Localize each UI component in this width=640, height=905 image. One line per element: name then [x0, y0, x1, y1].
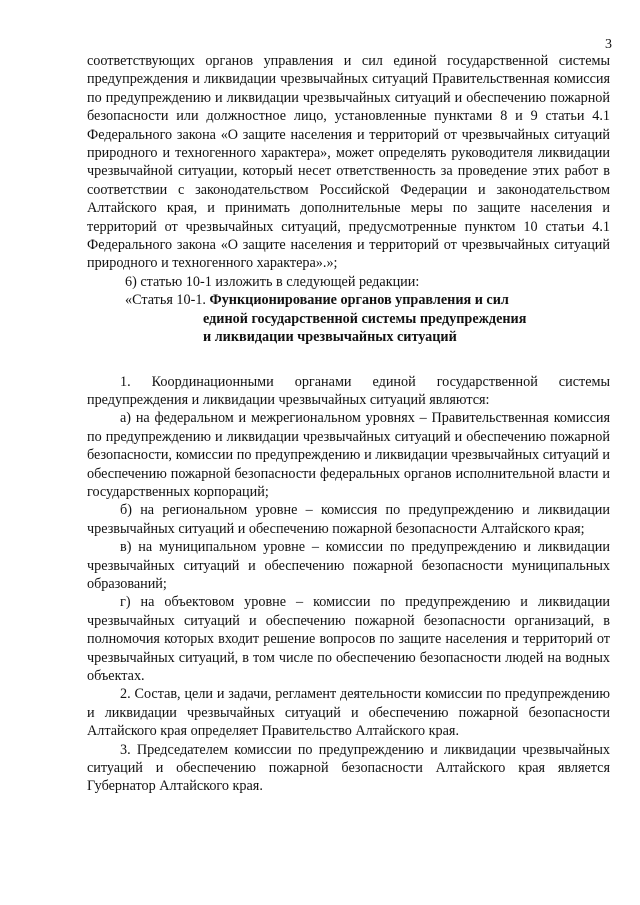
article-heading [87, 291, 610, 346]
paragraph-item-1d: г) на объектовом уровне – комиссии по предупреждению и ликвидации чрезвычайных ситуаций и обеспечению пожарной безопасности организаций, в полномочия которых входит решение вопросов по защите населения и территорий от чрезвычайных ситуаций, в том числе по обеспечению безопасности людей на водных объектах. [87, 594, 610, 684]
paragraph-item-1a: а) на федеральном и межрегиональном уровнях – Правительственная комиссия по предупреждению и ликвидации чрезвычайных ситуаций и обеспечению пожарной безопасности, комиссии по предупреждению и ликвидации чрезвычайных ситуаций и обеспечению пожарной безопасности федеральных органов исполнительной власти и государственных корпораций; [87, 410, 610, 500]
article-heading-lead: «Статья 10-1. [125, 292, 210, 309]
paragraph-item-1c: в) на муниципальном уровне – комиссии по предупреждению и ликвидации чрезвычайных ситуаций и обеспечению пожарной безопасности муниципальных образований; [87, 539, 610, 592]
paragraph-item-2: 2. Состав, цели и задачи, регламент деятельности комиссии по предупреждению и ликвидации чрезвычайных ситуаций и обеспечению пожарной безопасности Алтайского края определяет Правительство Алтайского края. [87, 686, 610, 740]
article-heading-title-1: Функционирование органов управления и сил [209, 292, 509, 309]
article-heading-title-2: единой государственной системы предупреждения [203, 310, 527, 327]
document-body [87, 52, 610, 796]
paragraph-item-1: 1. Координационными органами единой государственной системы предупреждения и ликвидации чрезвычайных ситуаций являются: [87, 373, 610, 408]
paragraph-item-1b: б) на региональном уровне – комиссия по предупреждению и ликвидации чрезвычайных ситуаций и обеспечению пожарной безопасности Алтайского края; [87, 502, 610, 537]
paragraph-continuation: соответствующих органов управления и сил единой государственной системы предупреждения и ликвидации чрезвычайных ситуаций Правительственная комиссия по предупреждению и ликвидации чрезвычайных ситуаций и обеспечению пожарной безопасности или должностное лицо, установленные пунктами 8 и 9 статьи 4.1 Федерального закона «О защите населения и территорий от чрезвычайных ситуаций природного и техногенного характера», может определять руководителя ликвидации чрезвычайной ситуации, который несет ответственность за проведение этих работ в соответствии с законодательством Российской Федерации и законодательством Алтайского края, и принимать дополнительные меры по защите населения и территорий от чрезвычайных ситуаций, предусмотренные пунктом 10 статьи 4.1 Федерального закона «О защите населения и территорий от чрезвычайных ситуаций природного и техногенного характера».»; [87, 53, 610, 272]
page-number: 3 [605, 37, 612, 52]
amendment-item-6: 6) статью 10-1 изложить в следующей редакции: [125, 273, 420, 290]
paragraph-item-3: 3. Председателем комиссии по предупреждению и ликвидации чрезвычайных ситуаций и обеспечению пожарной безопасности Алтайского края является Губернатор Алтайского края. [87, 741, 610, 795]
article-heading-title-3: и ликвидации чрезвычайных ситуаций [203, 329, 457, 346]
